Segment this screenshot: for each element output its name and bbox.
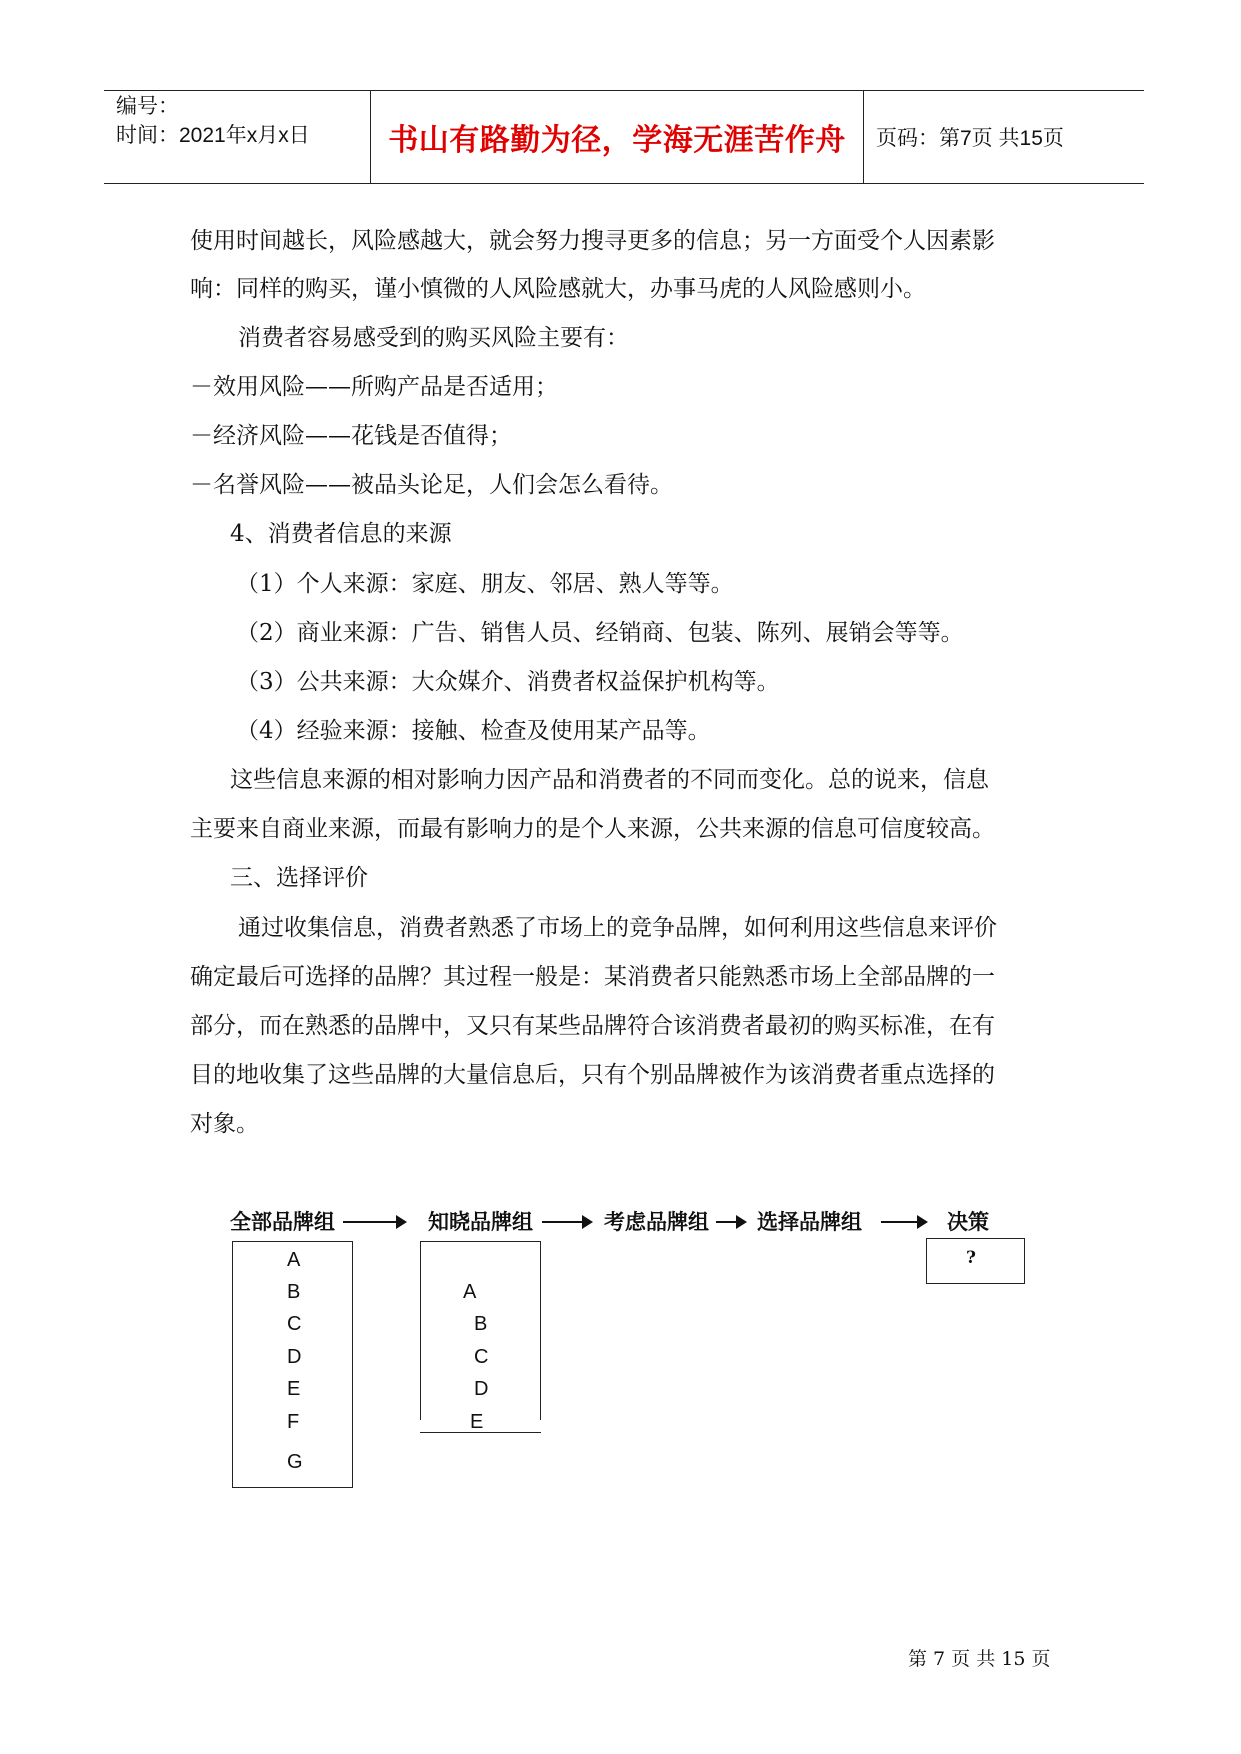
header-info — [116, 92, 310, 150]
brand-item: A — [463, 1281, 477, 1303]
header-motto: 书山有路勤为径，学海无涯苦作舟 — [388, 122, 846, 158]
footer-page-number: 第 7 页 共 15 页 — [908, 1648, 1051, 1670]
brand-item: E — [470, 1411, 484, 1433]
header-divider-left — [370, 90, 371, 183]
arrow-right-icon — [542, 1221, 591, 1223]
section-heading: 4、消费者信息的来源 — [230, 521, 452, 547]
paragraph-line: 响：同样的购买，谨小慎微的人风险感就大，办事马虎的人风险感则小。 — [190, 276, 926, 302]
stage-decision: 决策 — [947, 1210, 989, 1234]
paragraph-line: 目的地收集了这些品牌的大量信息后，只有个别品牌被作为该消费者重点选择的 — [190, 1062, 995, 1088]
brand-item: D — [474, 1378, 489, 1400]
brand-item: D — [287, 1346, 302, 1368]
paragraph-line: 这些信息来源的相对影响力因产品和消费者的不同而变化。总的说来，信息 — [230, 767, 989, 793]
paragraph-line: 对象。 — [190, 1111, 259, 1137]
section-heading: 三、选择评价 — [230, 865, 368, 891]
paragraph-line: 确定最后可选择的品牌？其过程一般是：某消费者只能熟悉市场上全部品牌的一 — [190, 964, 995, 990]
paragraph-line: 主要来自商业来源，而最有影响力的是个人来源，公共来源的信息可信度较高。 — [190, 816, 995, 842]
decision-placeholder: ? — [966, 1248, 976, 1268]
header-bottom-rule — [104, 183, 1144, 184]
brand-item: G — [287, 1451, 303, 1473]
paragraph-line: 部分，而在熟悉的品牌中，又只有某些品牌符合该消费者最初的购买标准，在有 — [190, 1013, 995, 1039]
brand-item: C — [474, 1346, 489, 1368]
brand-item: C — [287, 1313, 302, 1335]
source-item: （2）商业来源：广告、销售人员、经销商、包装、陈列、展销会等等。 — [236, 620, 964, 646]
source-item: （3）公共来源：大众媒介、消费者权益保护机构等。 — [236, 669, 780, 695]
brand-item: B — [474, 1313, 488, 1335]
stage-chosen-brands: 选择品牌组 — [757, 1210, 862, 1234]
stage-considered-brands: 考虑品牌组 — [604, 1210, 709, 1234]
stage-all-brands: 全部品牌组 — [230, 1210, 335, 1234]
source-item: （4）经验来源：接触、检查及使用某产品等。 — [236, 718, 711, 744]
risk-item: －名誉风险——被品头论足，人们会怎么看待。 — [190, 472, 673, 498]
source-item: （1）个人来源：家庭、朋友、邻居、熟人等等。 — [236, 571, 734, 597]
header-number-label: 编号： — [116, 95, 179, 118]
paragraph-line: 通过收集信息，消费者熟悉了市场上的竞争品牌，如何利用这些信息来评价 — [238, 915, 997, 941]
stage-known-brands: 知晓品牌组 — [428, 1210, 533, 1234]
arrow-right-icon — [716, 1221, 745, 1223]
header-divider-right — [863, 90, 864, 183]
paragraph-line: 消费者容易感受到的购买风险主要有： — [238, 325, 629, 351]
header-time-label: 时间：2021年x月x日 — [116, 124, 310, 147]
arrow-right-icon — [881, 1221, 926, 1223]
brand-item: F — [287, 1411, 300, 1433]
risk-item: －效用风险——所购产品是否适用； — [190, 374, 558, 400]
risk-item: －经济风险——花钱是否值得； — [190, 423, 512, 449]
brand-item: B — [287, 1281, 301, 1303]
arrow-right-icon — [343, 1221, 405, 1223]
paragraph-line: 使用时间越长，风险感越大，就会努力搜寻更多的信息；另一方面受个人因素影 — [190, 228, 995, 254]
header-page-label: 页码：第7页 共15页 — [876, 127, 1064, 150]
brand-item: E — [287, 1378, 301, 1400]
brand-item: A — [287, 1249, 301, 1271]
